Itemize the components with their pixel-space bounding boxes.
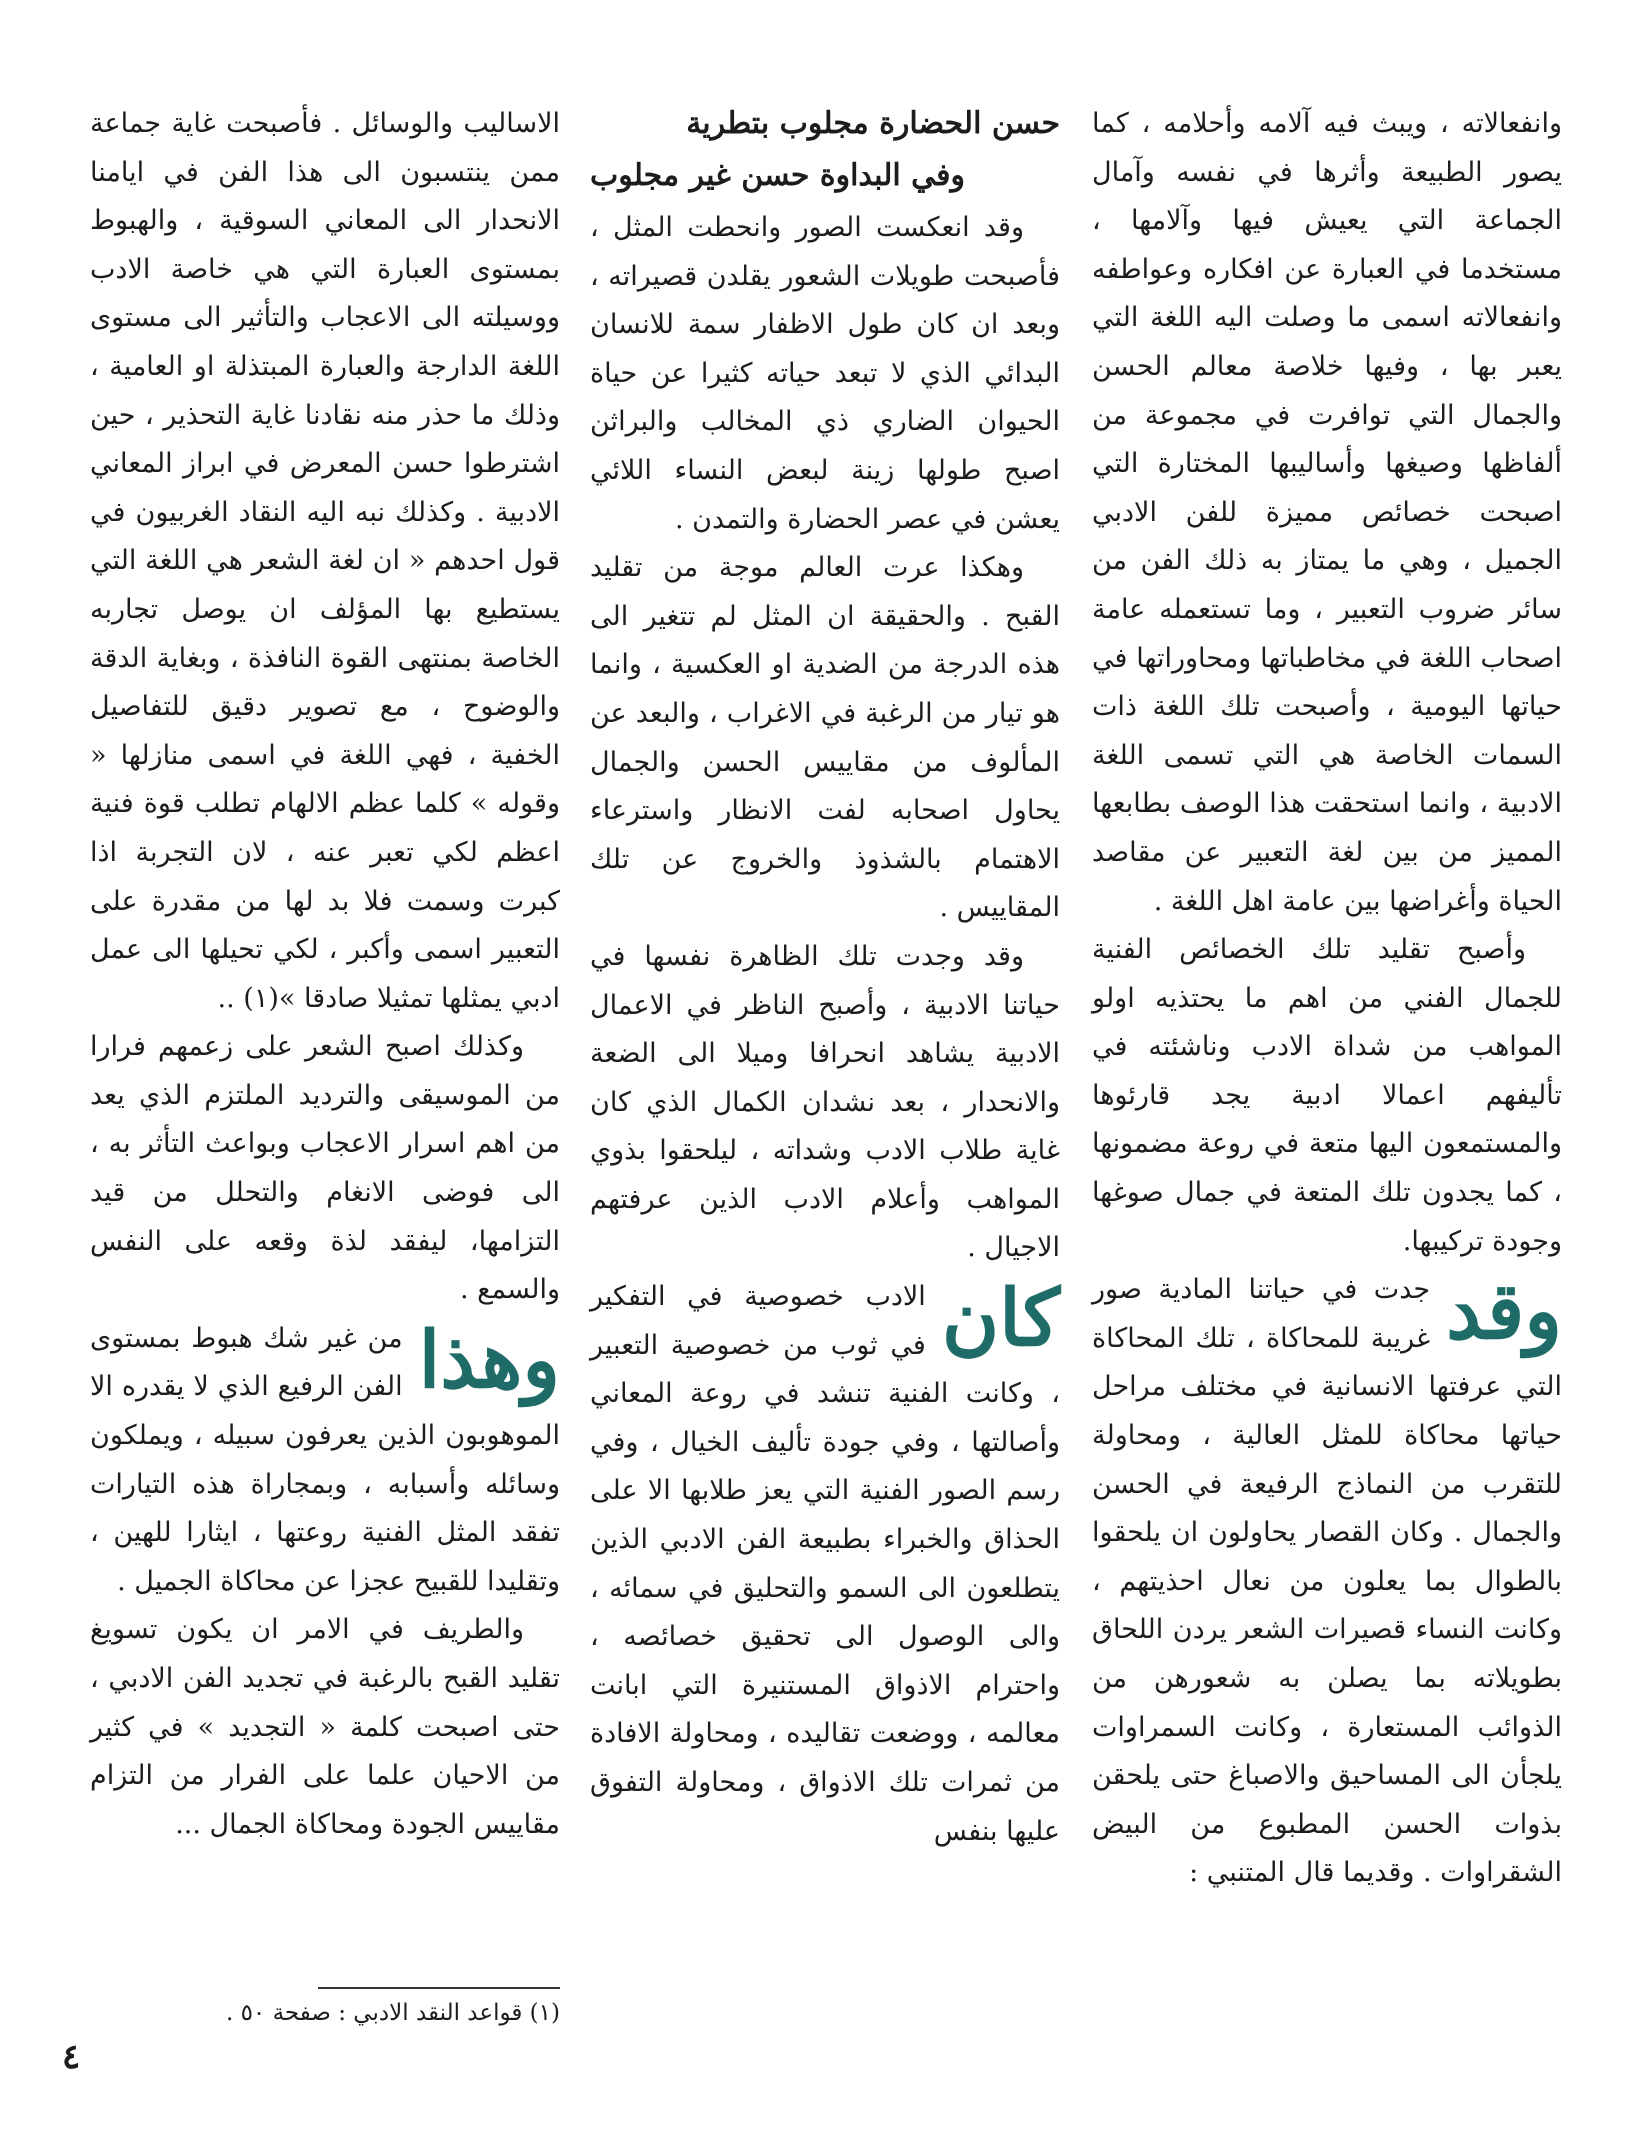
paragraph: الاساليب والوسائل . فأصبحت غاية جماعة ممن ينتسبون الى هذا الفن في ايامنا الانحدار الى المعاني السوقية ، والهبوط بمستوى العبارة التي هي خاصة الادب ووسيلته الى الاعجاب والتأثير الى مستوى اللغة الدارجة والعبارة المبتذلة او العامية ، وذلك ما حذر منه نقادنا غاية التحذير ، حين اشترطوا حسن المعرض في ابراز المعاني الادبية . وكذلك نبه اليه النقاد الغربيون في قول احدهم « ان لغة الشعر هي اللغة التي يستطيع بها المؤلف ان يوصل تجاربه الخاصة بمنتهى القوة النافذة ، وبغاية الدقة والوضوح ، مع تصوير دقيق للتفاصيل الخفية ، فهي اللغة في اسمى منازلها « وقوله » كلما عظم الالهام تطلب قوة فنية اعظم لكي تعبر عنه ، لان التجربة اذا كبرت وسمت فلا بد لها من مقدرة على التعبير اسمى وأكبر ، لكي تحيلها الى عمل ادبي يمثلها تمثيلا صادقا »(١) .. [90,108,560,1014]
column-left [90,100,560,1849]
paragraph: وكذلك اصبح الشعر على زعمهم فرارا من الموسيقى والترديد الملتزم الذي يعد من اهم اسرار الاعجاب وبواعث التأثر به ، الى فوضى الانغام والتحلل من قيد التزامها، ليفقد لذة وقعه على النفس والسمع . [90,1031,560,1306]
poem-line-1: حسن الحضارة مجلوب بتطرية [686,106,1060,141]
footnote-divider [318,1987,560,1989]
poem-line-2: وفي البداوة حسن غير مجلوب [590,158,965,193]
paragraph-dropcap [1092,1266,1562,1898]
paragraph-text: الادب خصوصية في التفكير في ثوب من خصوصية التعبير ، وكانت الفنية تنشد في روعة المعاني وأصالتها ، وفي جودة تأليف الخيال ، وفي رسم الصور الفنية التي يعز طلابها الا على الحذاق والخبراء بطبيعة الفن الادبي الذين يتطلعون الى السمو والتحليق في سمائه ، والى الوصول الى تحقيق خصائصه ، واحترام الاذواق المستنيرة التي ابانت معالمه ، ووضعت تقاليده ، ومحاولة الافادة من ثمرات تلك الاذواق ، ومحاولة التفوق عليها بنفس [590,1281,1060,1847]
paragraph: وأصبح تقليد تلك الخصائص الفنية للجمال الفني من اهم ما يحتذيه اولو المواهب من شداة الادب وناشئته في تأليفهم اعمالا ادبية يجد قارئوها والمستمعون اليها متعة في روعة مضمونها ، كما يجدون تلك المتعة في جمال صوغها وجودة تركيبها. [1092,934,1562,1257]
page-number: ٤ [62,2037,81,2077]
paragraph-text: من غير شك هبوط بمستوى الفن الرفيع الذي لا يقدره الا الموهوبون الذين يعرفون سبيله ، ويملكون وسائله وأسبابه ، وبمجاراة هذه التيارات تفقد المثل الفنية روعتها ، ايثارا للهين ، وتقليدا للقبيح عجزا عن محاكاة الجميل . [90,1322,560,1597]
paragraph-dropcap [590,1273,1060,1856]
paragraph-text: جدت في حياتنا المادية صور غريبة للمحاكاة ، تلك المحاكاة التي عرفتها الانسانية في مختلف مراحل حياتها محاكاة للمثل العالية ، ومحاولة للتقرب من النماذج الرفيعة في الحسن والجمال . وكان القصار يحاولون ان يلحقوا بالطوال بما يعلون من نعال احذيتهم ، وكانت النساء قصيرات الشعر يردن اللحاق بطويلاته بما يصلن به شعورهن من الذوائب المستعارة ، وكانت السمراوات يلجأن الى المساحيق والاصباغ حتى يلحقن بذوات الحسن المطبوع من البيض الشقراوات . وقديما قال المتنبي : [1092,1274,1562,1889]
drop-cap-word: وقد [1446,1266,1562,1358]
paragraph-dropcap [90,1315,560,1607]
drop-cap-word: كان [941,1273,1060,1365]
footnote: (١) قواعد النقد الادبي : صفحة ٥٠ . [225,2000,560,2026]
column-middle [590,100,1060,1856]
paragraph: وقد وجدت تلك الظاهرة نفسها في حياتنا الادبية ، وأصبح الناظر في الاعمال الادبية يشاهد انحرافا وميلا الى الضعة والانحدار ، بعد نشدان الكمال الذي كان غاية طلاب الادب وشداته ، ليلحقوا بذوي المواهب وأعلام الادب الذين عرفتهم الاجيال . [590,940,1060,1264]
column-right [1092,100,1562,1898]
paragraph: وانفعالاته ، ويبث فيه آلامه وأحلامه ، كما يصور الطبيعة وأثرها في نفسه وآمال الجماعة التي يعيش فيها وآلامها ، مستخدما في العبارة عن افكاره وعواطفه وانفعالاته اسمى ما وصلت اليه اللغة التي يعبر بها ، وفيها خلاصة معالم الحسن والجمال التي توافرت في مجموعة من ألفاظها وصيغها وأساليبها المختارة التي اصبحت خصائص مميزة للفن الادبي الجميل ، وهي ما يمتاز به ذلك الفن من سائر ضروب التعبير ، وما تستعمله عامة اصحاب اللغة في مخاطباتها ومحاوراتها في حياتها اليومية ، وأصبحت تلك اللغة ذات السمات الخاصة هي التي تسمى اللغة الادبية ، وانما استحقت هذا الوصف بطابعها المميز من بين لغة التعبير عن مقاصد الحياة وأغراضها بين عامة اهل اللغة . [1092,108,1562,917]
drop-cap-word: وهذا [418,1314,560,1406]
paragraph: وهكذا عرت العالم موجة من تقليد القبح . والحقيقة ان المثل لم تتغير الى هذه الدرجة من الضدية او العكسية ، وانما هو تيار من الرغبة في الاغراب ، والبعد عن المألوف من مقاييس الحسن والجمال يحاول اصحابه لفت الانظار واسترعاء الاهتمام بالشذوذ والخروج عن تلك المقاييس . [590,552,1060,924]
paragraph: والطريف في الامر ان يكون تسويغ تقليد القبح بالرغبة في تجديد الفن الادبي ، حتى اصبحت كلمة « التجديد » في كثير من الاحيان علما على الفرار من التزام مقاييس الجودة ومحاكاة الجمال ... [90,1614,560,1840]
paragraph: وقد انعكست الصور وانحطت المثل ، فأصبحت طويلات الشعور يقلدن قصيراته ، وبعد ان كان طول الاظفار سمة للانسان البدائي الذي لا تبعد حياته كثيرا عن حياة الحيوان الضاري ذي المخالب والبراثن اصبح طولها زينة لبعض النساء اللائي يعشن في عصر الحضارة والتمدن . [590,212,1060,535]
